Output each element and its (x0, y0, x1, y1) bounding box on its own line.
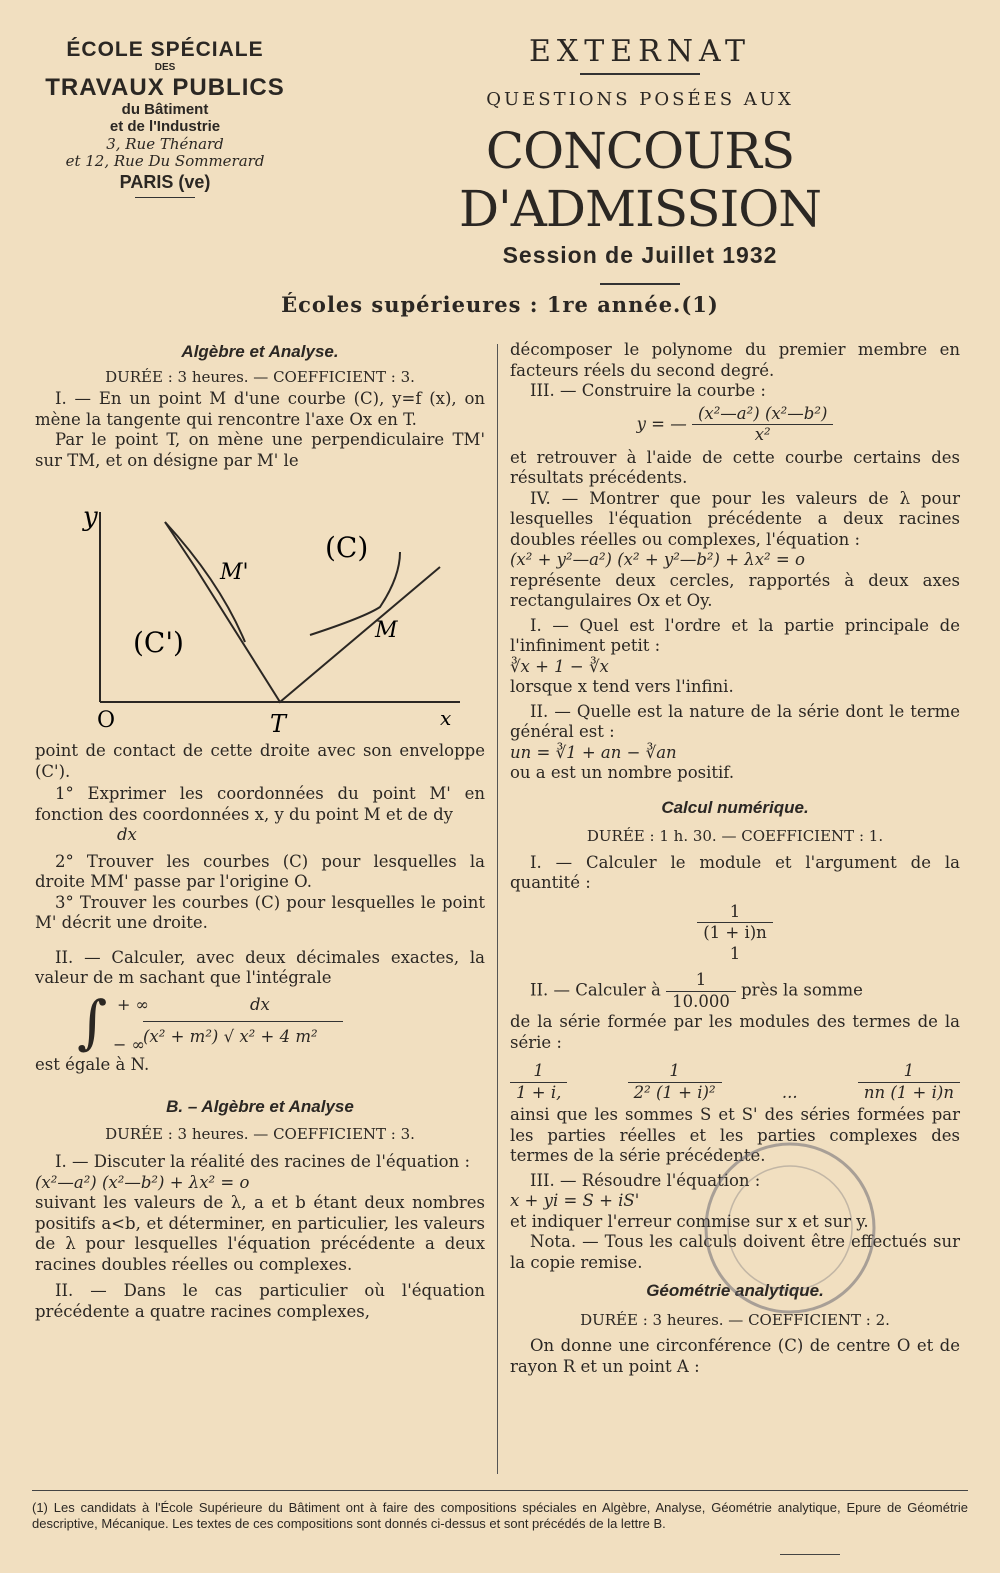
school-name-line5: et de l'Industrie (109, 118, 221, 136)
s1-den: 1 + i, (516, 1082, 562, 1102)
calc-question-1: I. — Calculer le module et l'argument de la quantité : (510, 852, 960, 892)
school-rule (135, 197, 195, 198)
calc-q2-end: ainsi que les sommes S et S' des séries formées par les parties réelles et les parties complexes des termes de la série précédente. (510, 1105, 960, 1165)
duree-3: DURÉE : 1 h. 30. — COEFFICIENT : 1. (586, 827, 884, 845)
series-ellipsis: ... (781, 1082, 798, 1102)
header-rule-2 (600, 283, 680, 285)
sub-3: 3° Trouver les courbes (C) pour lesquelles le point M' décrit une droite. (35, 892, 485, 932)
sub-1: 1° Exprimer les coordonnées du point M' en fonction des coordonnées x, y du point M et de dy (35, 784, 485, 824)
school-name-line4: du Bâtiment (121, 101, 209, 119)
b-question-1-cont: suivant les valeurs de λ, a et b étant deux nombres positifs a<b, et déterminer, en particulier, les valeurs de λ pour lesquelles l'équation précédente a deux racines doubles réelles ou complexes. (35, 1193, 485, 1274)
calc-q2-b: près la somme (741, 980, 863, 1000)
school-city: PARIS (ve) (119, 172, 211, 193)
question-1-cont: Par le point T, on mène une perpendiculaire TM' sur TM, et on désigne par M' le (35, 430, 485, 470)
r-para-9: ou a est un nombre positif. (510, 763, 735, 782)
question-2-end: est égale à N. (35, 1054, 150, 1074)
column-divider (497, 344, 498, 1474)
school-name-line1: ÉCOLE SPÉCIALE (66, 38, 264, 61)
r-para-3: et retrouver à l'aide de cette courbe certains des résultats précédents. (510, 447, 960, 487)
concours-title: CONCOURS D'ADMISSION (458, 122, 822, 238)
equation-5: x + yi = S + iS' (510, 1191, 640, 1210)
school-name-line2: DES (154, 62, 176, 74)
duree-2: DURÉE : 3 heures. — COEFFICIENT : 3. (105, 1124, 415, 1143)
school-name-line3: TRAVAUX PUBLICS (45, 73, 285, 101)
series-term-2 (628, 1061, 722, 1103)
integral-lower: − ∞ (113, 1034, 145, 1054)
label-m-prime: M' (220, 560, 249, 585)
section-b-algebre-analyse: B. – Algèbre et Analyse (166, 1097, 354, 1116)
s2-den: 2² (1 + i)² (633, 1082, 716, 1102)
label-t: T (270, 710, 287, 737)
precision-denominator: 10.000 (672, 991, 730, 1011)
curve-denominator: x² (754, 425, 771, 444)
quantity-fraction (510, 902, 960, 944)
question-1: I. — En un point M d'une courbe (C), y=f (x), on mène la tangente qui rencontre l'axe Ox en T. (35, 389, 485, 429)
tangent-diagram (45, 477, 465, 737)
header-rule (580, 73, 700, 75)
left-column (35, 342, 485, 1322)
r-question-i: I. — Quel est l'ordre et la partie principale de l'infiniment petit : (510, 615, 960, 655)
b-question-2: II. — Dans le cas particulier où l'équation précédente a quatre racines complexes, (35, 1281, 485, 1321)
curve-numerator: (x²—a²) (x²—b²) (692, 404, 833, 426)
section-algebre-analyse: Algèbre et Analyse. (181, 342, 339, 361)
quantity-denominator: (1 + i)n (703, 923, 767, 942)
calc-q3-cont: et indiquer l'erreur commise sur x et sur y. (510, 1211, 869, 1231)
footnote-end-rule (780, 1554, 840, 1555)
integral-formula (35, 987, 485, 1056)
integral-denominator: (x² + m²) √ x² + 4 m² (143, 1026, 318, 1046)
label-y: y (83, 502, 98, 532)
r-question-ii: II. — Quelle est la nature de la série dont le terme général est : (510, 701, 960, 741)
integral-numerator: dx (250, 994, 270, 1014)
footnote: (1) Les candidats à l'École Supérieure du Bâtiment ont à faire des compositions spéciales en Algèbre, Analyse, Géométrie analytique, Epure de Géométrie descriptive, Mécanique. Les textes de ces compositions sont donnés ci-dessus et sont précédés de la lettre B. (32, 1500, 968, 1531)
r-question-4: IV. — Montrer que pour les valeurs de λ pour lesquelles l'équation précédente a deux racines doubles réelles ou complexes, l'équation : (510, 488, 960, 549)
integral-upper: + ∞ (117, 994, 149, 1014)
curve-fraction (692, 404, 833, 446)
school-address2: et 12, Rue Du Sommerard (65, 151, 265, 170)
label-c-prime: (C') (133, 626, 184, 659)
series-term-1 (510, 1061, 567, 1103)
label-x: x (440, 706, 452, 730)
precision-fraction (666, 970, 736, 1012)
sub-1-den: dx (117, 825, 137, 844)
quantity-numerator: 1 (697, 902, 773, 924)
equation-4: un = ∛1 + an − ∛an (510, 742, 677, 762)
section-calcul-numerique: Calcul numérique. (661, 797, 809, 817)
duree-4: DURÉE : 3 heures. — COEFFICIENT : 2. (580, 1310, 890, 1329)
geo-question-1: On donne une circonférence (C) de centre O et de rayon R et un point A : (510, 1336, 960, 1376)
exam-header (300, 34, 980, 285)
externat-title: EXTERNAT (528, 34, 752, 69)
calc-question-3: III. — Résoudre l'équation : (530, 1170, 761, 1190)
ecoles-title: Écoles supérieures : 1re année.(1) (281, 292, 719, 317)
r-para-5: représente deux cercles, rapportés à deux axes rectangulaires Ox et Oy. (510, 570, 960, 610)
precision-numerator: 1 (666, 970, 736, 992)
s1-num: 1 (510, 1061, 567, 1083)
calc-q2-a: II. — Calculer à (530, 980, 661, 1000)
integral-sign-icon: ∫ (77, 987, 108, 1056)
r-question-3: III. — Construire la courbe : (530, 381, 766, 400)
b-question-1: I. — Discuter la réalité des racines de l'équation : (55, 1152, 470, 1171)
s4-num: 1 (858, 1061, 960, 1083)
session-date: Session de Juillet 1932 (502, 242, 778, 268)
label-o: O (97, 708, 116, 733)
school-header (40, 38, 290, 198)
series-terms (510, 1061, 960, 1103)
question-1-cont2: point de contact de cette droite avec son enveloppe (C'). (35, 741, 485, 781)
nota: Nota. — Tous les calculs doivent être effectués sur la copie remise. (510, 1232, 960, 1272)
curve-lhs: y = — (636, 414, 687, 433)
r-para-1: décomposer le polynome du premier membre en facteurs réels du second degré. (510, 340, 960, 380)
integral-bar (143, 1021, 343, 1022)
quantity-after: 1 (729, 943, 741, 963)
r-para-7: lorsque x tend vers l'infini. (510, 677, 734, 696)
series-term-n (858, 1061, 960, 1103)
quantity-frac (697, 902, 773, 944)
right-column (510, 340, 960, 1377)
equation-2: (x² + y²—a²) (x² + y²—b²) + λx² = o (510, 550, 805, 569)
calc-question-2 (510, 970, 960, 1012)
equation-3: ∛x + 1 − ∛x (510, 656, 609, 676)
duree-1: DURÉE : 3 heures. — COEFFICIENT : 3. (105, 367, 415, 386)
label-c: (C) (325, 531, 369, 564)
calc-q2-cont: de la série formée par les modules des termes de la série : (510, 1012, 960, 1052)
tangent-lines (165, 522, 440, 702)
sub-2: 2° Trouver les courbes (C) pour lesquelles la droite MM' passe par l'origine O. (35, 851, 485, 891)
s4-den: nn (1 + i)n (863, 1082, 954, 1102)
question-2: II. — Calculer, avec deux décimales exactes, la valeur de m sachant que l'intégrale (35, 947, 485, 987)
equation-1: (x²—a²) (x²—b²) + λx² = o (35, 1172, 250, 1192)
label-m: M (375, 618, 398, 643)
curve-equation (510, 404, 960, 446)
school-address1: 3, Rue Thénard (106, 134, 224, 153)
questions-subtitle: QUESTIONS POSÉES AUX (486, 89, 794, 110)
section-geometrie: Géométrie analytique. (646, 1281, 824, 1300)
footnote-rule (32, 1490, 968, 1491)
s2-num: 1 (628, 1061, 722, 1083)
